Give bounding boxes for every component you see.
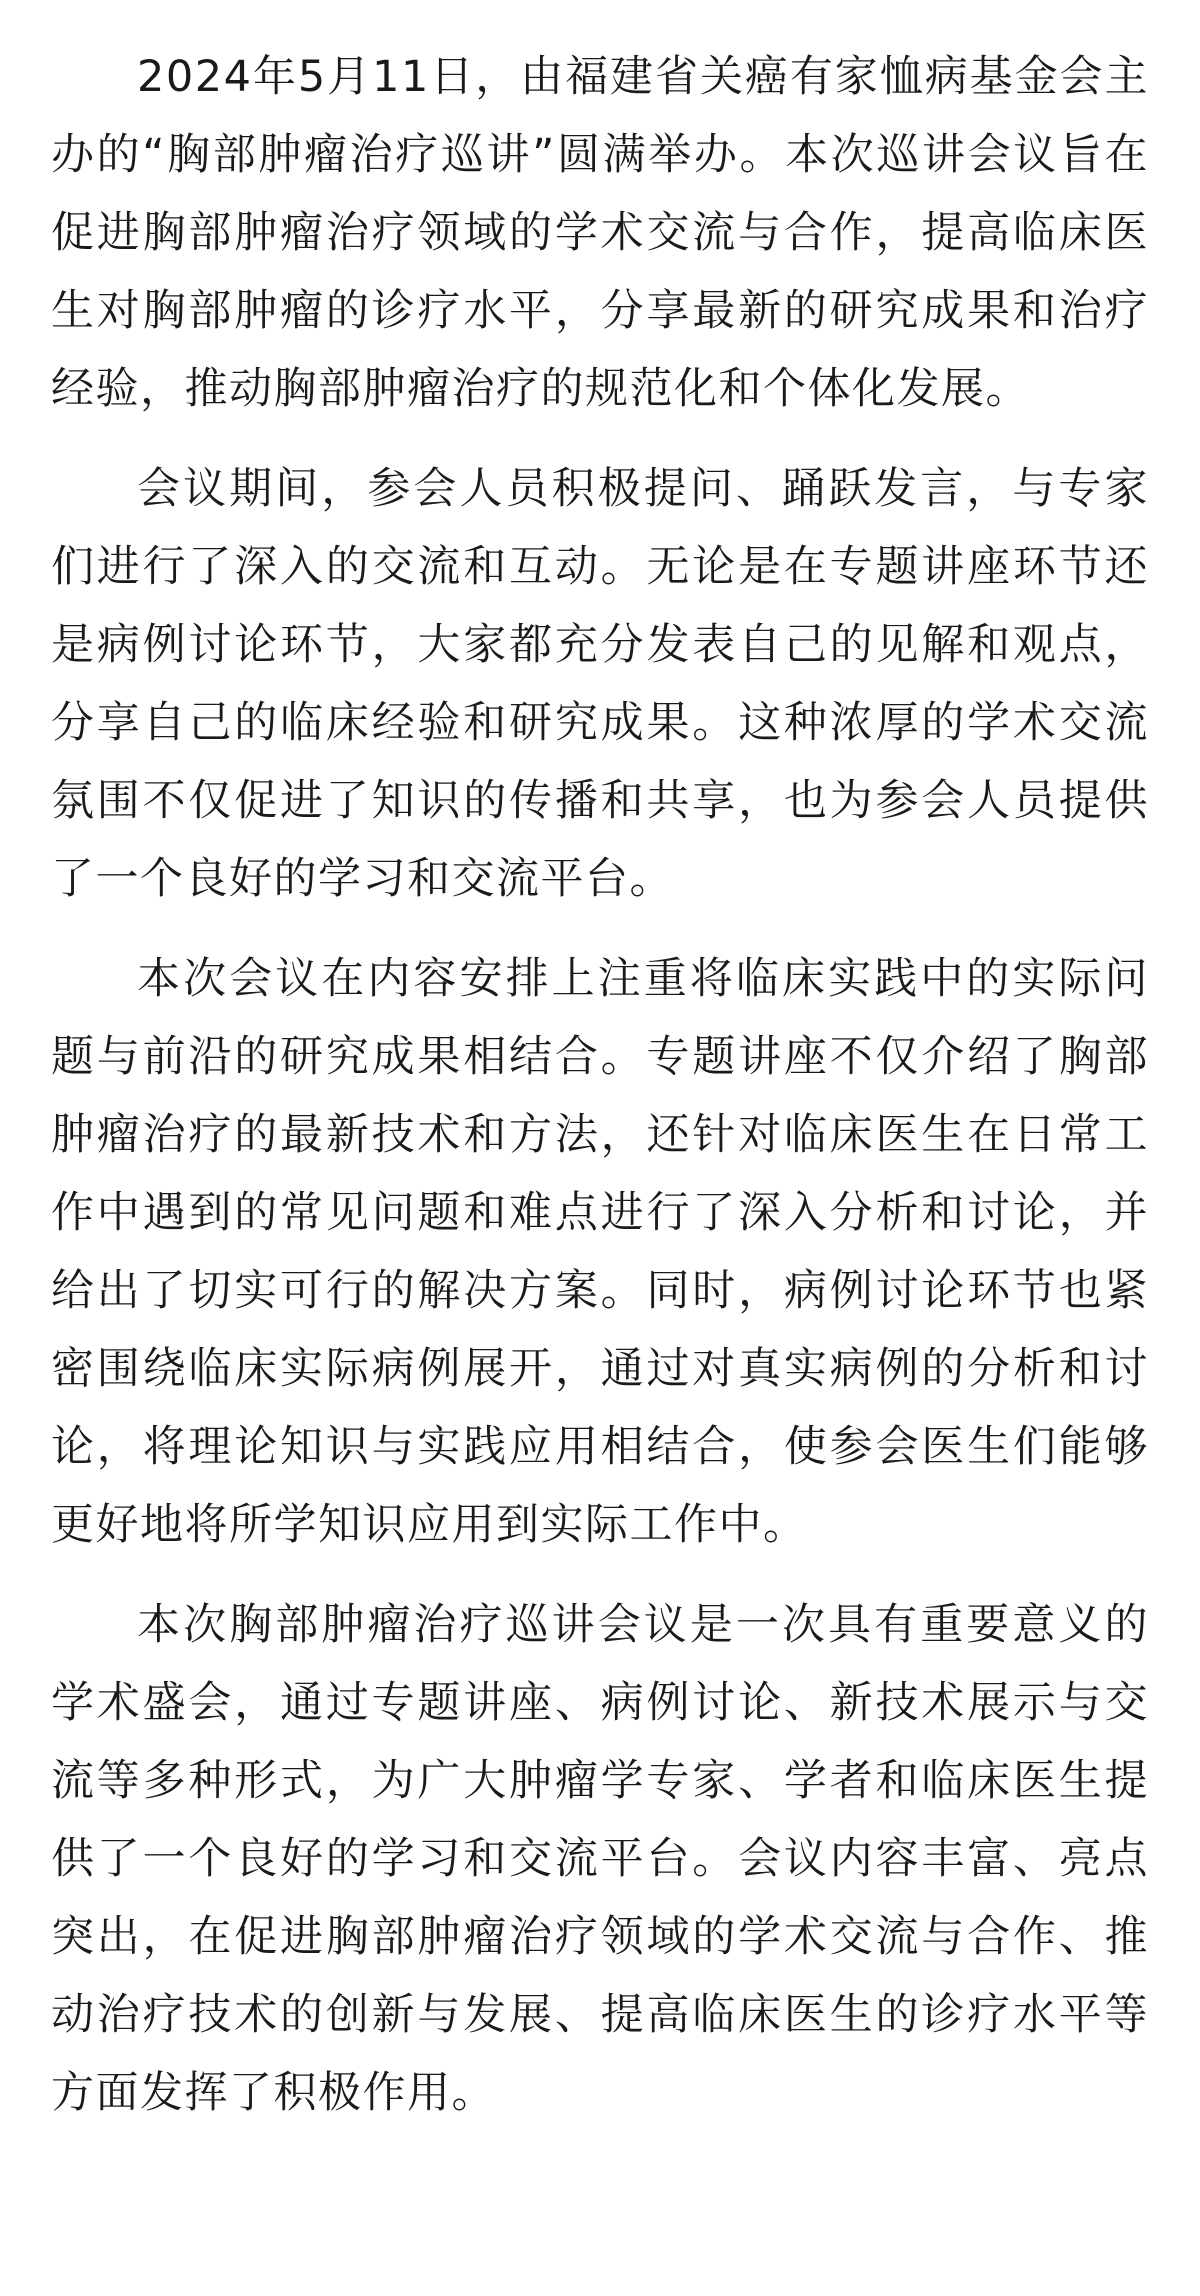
paragraph-discussion: 会议期间，参会人员积极提问、踊跃发言，与专家们进行了深入的交流和互动。无论是在专题讲座环节还是病例讨论环节，大家都充分发表自己的见解和观点，分享自己的临床经验和研究成果。这种浓厚的学术交流氛围不仅促进了知识的传播和共享，也为参会人员提供了一个良好的学习和交流平台。 <box>51 464 1149 904</box>
paragraph-content-arrangement: 本次会议在内容安排上注重将临床实践中的实际问题与前沿的研究成果相结合。专题讲座不仅介绍了胸部肿瘤治疗的最新技术和方法，还针对临床医生在日常工作中遇到的常见问题和难点进行了深入分析和讨论，并给出了切实可行的解决方案。同时，病例讨论环节也紧密围绕临床实际病例展开，通过对真实病例的分析和讨论，将理论知识与实践应用相结合，使参会医生们能够更好地将所学知识应用到实际工作中。 <box>51 954 1149 1550</box>
paragraph-event-intro: 2024年5月11日，由福建省关癌有家恤病基金会主办的“胸部肿瘤治疗巡讲”圆满举办。本次巡讲会议旨在促进胸部肿瘤治疗领域的学术交流与合作，提高临床医生对胸部肿瘤的诊疗水平，分享最新的研究成果和治疗经验，推动胸部肿瘤治疗的规范化和个体化发展。 <box>51 52 1149 414</box>
paragraph-conclusion: 本次胸部肿瘤治疗巡讲会议是一次具有重要意义的学术盛会，通过专题讲座、病例讨论、新技术展示与交流等多种形式，为广大肿瘤学专家、学者和临床医生提供了一个良好的学习和交流平台。会议内容丰富、亮点突出，在促进胸部肿瘤治疗领域的学术交流与合作、推动治疗技术的创新与发展、提高临床医生的诊疗水平等方面发挥了积极作用。 <box>51 1600 1149 2118</box>
